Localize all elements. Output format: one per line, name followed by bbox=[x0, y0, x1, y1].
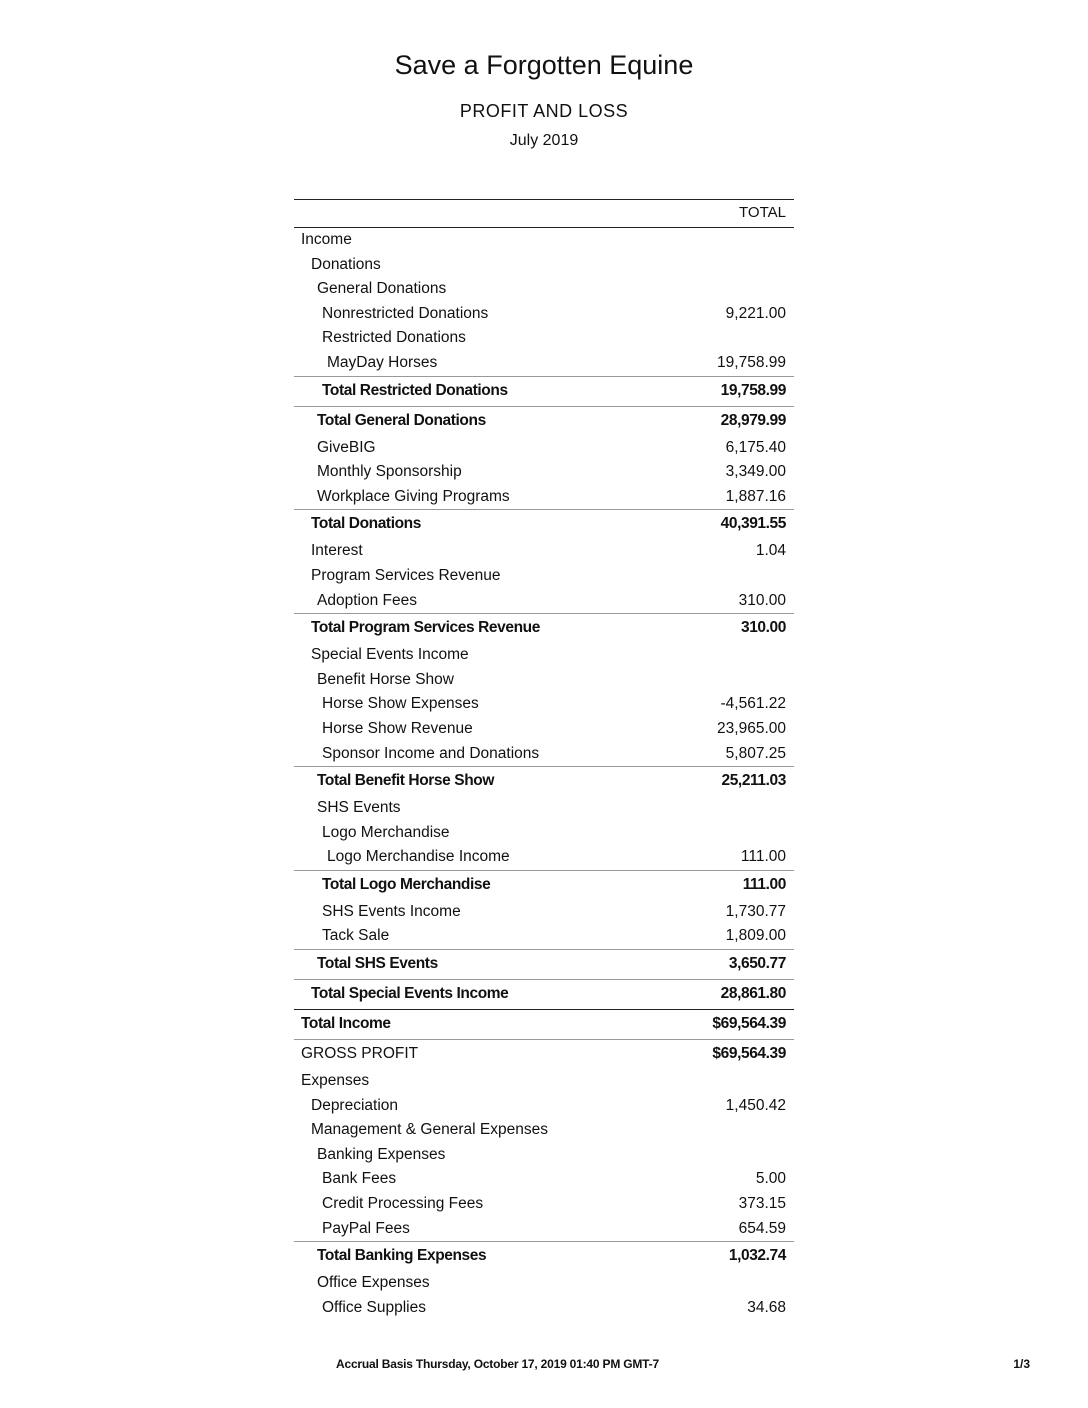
row-label: Bank Fees bbox=[322, 1170, 397, 1188]
table-row bbox=[294, 253, 794, 278]
row-label: Program Services Revenue bbox=[311, 566, 501, 584]
row-amount: 40,391.55 bbox=[720, 515, 786, 533]
table-row bbox=[294, 228, 794, 253]
row-label: Total Special Events Income bbox=[311, 985, 509, 1003]
table-row bbox=[294, 351, 794, 376]
table-row bbox=[294, 717, 794, 742]
row-label: General Donations bbox=[317, 280, 447, 298]
row-label: Logo Merchandise bbox=[322, 823, 450, 841]
table-row bbox=[294, 436, 794, 461]
row-amount: $69,564.39 bbox=[712, 1015, 786, 1033]
row-label: Donations bbox=[311, 255, 381, 273]
table-row bbox=[294, 1192, 794, 1217]
row-amount: 19,758.99 bbox=[717, 353, 786, 371]
row-label: Expenses bbox=[301, 1072, 370, 1090]
total-row bbox=[294, 766, 794, 796]
row-amount: 5.00 bbox=[755, 1170, 786, 1188]
table-row bbox=[294, 668, 794, 693]
table-row bbox=[294, 796, 794, 821]
table-row bbox=[294, 589, 794, 614]
row-amount: 28,861.80 bbox=[720, 985, 786, 1003]
row-label: Total General Donations bbox=[317, 411, 486, 429]
row-label: Nonrestricted Donations bbox=[322, 304, 489, 322]
row-label: Adoption Fees bbox=[317, 591, 417, 609]
table-row bbox=[294, 900, 794, 925]
table-row bbox=[294, 1094, 794, 1119]
row-amount: 373.15 bbox=[738, 1195, 786, 1213]
row-label: PayPal Fees bbox=[322, 1219, 410, 1237]
row-amount: 3,650.77 bbox=[728, 955, 786, 973]
row-amount: 28,979.99 bbox=[720, 411, 786, 429]
footer-basis-timestamp: Accrual Basis Thursday, October 17, 2019 01:40 PM GMT-7 bbox=[336, 1357, 659, 1371]
row-label: Office Expenses bbox=[317, 1274, 430, 1292]
gross-profit-row bbox=[294, 1039, 794, 1069]
table-row bbox=[294, 1069, 794, 1094]
row-amount: $69,564.39 bbox=[712, 1045, 786, 1063]
row-amount: 19,758.99 bbox=[720, 381, 786, 399]
total-row bbox=[294, 870, 794, 900]
total-row bbox=[294, 979, 794, 1009]
row-amount: 1,450.42 bbox=[725, 1096, 786, 1114]
row-amount: 23,965.00 bbox=[717, 719, 786, 737]
row-amount: 310.00 bbox=[740, 619, 786, 637]
row-amount: 310.00 bbox=[738, 591, 786, 609]
row-amount: 5,807.25 bbox=[725, 744, 786, 762]
page-number: 1/3 bbox=[1013, 1357, 1030, 1371]
row-amount: 25,211.03 bbox=[721, 772, 786, 790]
report-period: July 2019 bbox=[509, 132, 579, 149]
row-label: Interest bbox=[311, 542, 363, 560]
row-label: Total Logo Merchandise bbox=[322, 875, 491, 893]
row-label: Total Benefit Horse Show bbox=[317, 772, 494, 790]
row-label: Total Income bbox=[301, 1015, 391, 1033]
row-label: Horse Show Expenses bbox=[322, 695, 479, 713]
row-amount: 34.68 bbox=[747, 1298, 786, 1316]
table-row bbox=[294, 924, 794, 949]
total-row bbox=[294, 406, 794, 436]
row-label: Total Donations bbox=[311, 515, 421, 533]
table-row bbox=[294, 302, 794, 327]
table-row bbox=[294, 1167, 794, 1192]
row-label: Management & General Expenses bbox=[311, 1121, 548, 1139]
row-label: Office Supplies bbox=[322, 1298, 426, 1316]
row-amount: 9,221.00 bbox=[725, 304, 786, 322]
row-amount: 654.59 bbox=[738, 1219, 786, 1237]
row-label: Sponsor Income and Donations bbox=[322, 744, 540, 762]
row-label: Logo Merchandise Income bbox=[327, 848, 510, 866]
table-row bbox=[294, 485, 794, 510]
company-name: Save a Forgotten Equine bbox=[394, 50, 694, 80]
row-amount: 1,887.16 bbox=[725, 487, 786, 505]
total-row bbox=[294, 376, 794, 406]
table-row bbox=[294, 1217, 794, 1242]
column-header-row bbox=[294, 200, 794, 228]
table-row bbox=[294, 1143, 794, 1168]
total-row bbox=[294, 949, 794, 979]
table-row bbox=[294, 1118, 794, 1143]
row-label: Workplace Giving Programs bbox=[317, 487, 510, 505]
row-amount: -4,561.22 bbox=[720, 695, 786, 713]
row-amount: 111.00 bbox=[742, 875, 786, 893]
table-row bbox=[294, 326, 794, 351]
row-amount: 3,349.00 bbox=[725, 463, 786, 481]
row-amount: 1,032.74 bbox=[728, 1247, 786, 1265]
table-row bbox=[294, 277, 794, 302]
row-label: MayDay Horses bbox=[327, 353, 438, 371]
table-row bbox=[294, 821, 794, 846]
total-row bbox=[294, 509, 794, 539]
table-row bbox=[294, 1271, 794, 1296]
row-amount: 1,730.77 bbox=[725, 902, 786, 920]
table-row bbox=[294, 1296, 794, 1321]
row-label: Banking Expenses bbox=[317, 1145, 446, 1163]
row-label: Benefit Horse Show bbox=[317, 670, 454, 688]
row-label: Tack Sale bbox=[322, 927, 390, 945]
row-amount: 1.04 bbox=[755, 542, 786, 560]
total-row bbox=[294, 1241, 794, 1271]
table-row bbox=[294, 539, 794, 564]
row-label: SHS Events Income bbox=[322, 902, 461, 920]
total-row bbox=[294, 1009, 794, 1039]
row-label: Total Program Services Revenue bbox=[311, 619, 540, 637]
column-header-total: TOTAL bbox=[739, 204, 786, 221]
row-label: Horse Show Revenue bbox=[322, 719, 473, 737]
table-body bbox=[294, 228, 794, 1320]
table-row bbox=[294, 564, 794, 589]
row-label: Credit Processing Fees bbox=[322, 1195, 484, 1213]
report-title: PROFIT AND LOSS bbox=[459, 101, 629, 121]
row-label: GiveBIG bbox=[317, 438, 376, 456]
table-row bbox=[294, 643, 794, 668]
row-amount: 6,175.40 bbox=[725, 438, 786, 456]
row-label: Restricted Donations bbox=[322, 329, 466, 347]
row-amount: 111.00 bbox=[740, 848, 786, 866]
table-row bbox=[294, 845, 794, 870]
table-row bbox=[294, 460, 794, 485]
row-label: Monthly Sponsorship bbox=[317, 463, 462, 481]
table-row bbox=[294, 692, 794, 717]
row-label: GROSS PROFIT bbox=[301, 1045, 419, 1063]
row-label: Total Banking Expenses bbox=[317, 1247, 487, 1265]
row-amount: 1,809.00 bbox=[725, 927, 786, 945]
row-label: Total SHS Events bbox=[317, 955, 438, 973]
row-label: SHS Events bbox=[317, 799, 401, 817]
profit-loss-table bbox=[294, 199, 794, 1320]
row-label: Depreciation bbox=[311, 1096, 399, 1114]
row-label: Total Restricted Donations bbox=[322, 381, 508, 399]
row-label: Special Events Income bbox=[311, 646, 469, 664]
table-row bbox=[294, 742, 794, 767]
total-row bbox=[294, 613, 794, 643]
row-label: Income bbox=[301, 231, 352, 248]
